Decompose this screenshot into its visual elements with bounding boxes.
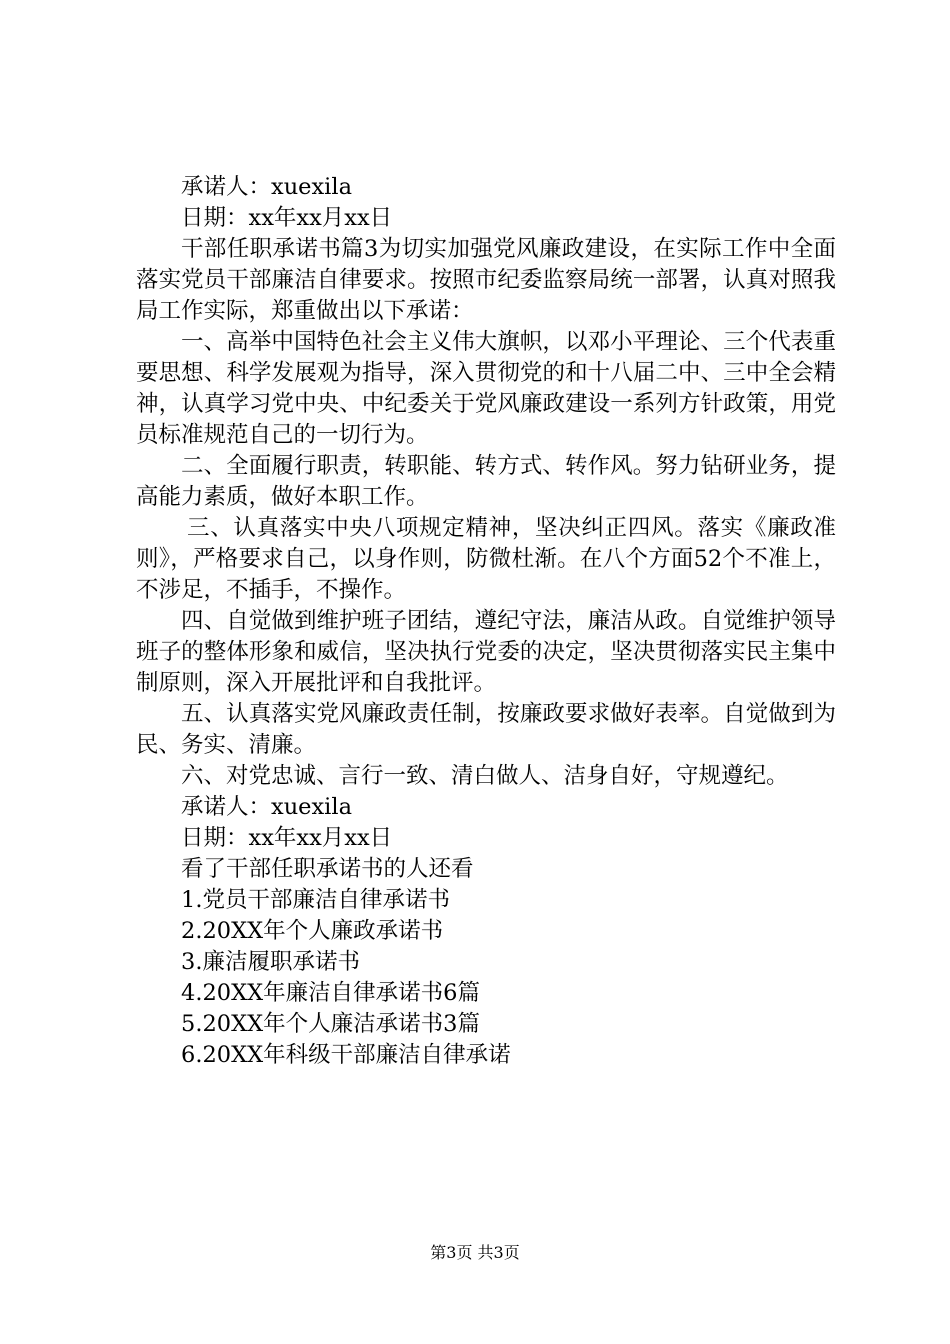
commitment-5: 五、认真落实党风廉政责任制，按廉政要求做好表率。自觉做到为民、务实、清廉。	[136, 701, 836, 758]
commitment-4: 四、自觉做到维护班子团结，遵纪守法，廉洁从政。自觉维护领导班子的整体形象和威信，坚决执行党委的决定，坚决贯彻落实民主集中制原则，深入开展批评和自我批评。	[136, 608, 836, 696]
related-heading: 看了干部任职承诺书的人还看	[181, 856, 474, 882]
related-link-2[interactable]: 2.20XX年个人廉政承诺书	[181, 918, 444, 944]
commitment-2: 二、全面履行职责，转职能、转方式、转作风。努力钻研业务，提高能力素质，做好本职工作。	[136, 453, 836, 510]
page-footer: 第3页 共3页	[430, 1243, 520, 1262]
date-line: 日期：xx年xx月xx日	[181, 825, 393, 851]
signer-line: 承诺人：xuexila	[181, 794, 352, 820]
date-line: 日期：xx年xx月xx日	[181, 205, 393, 231]
document-body	[136, 172, 836, 1071]
related-link-1[interactable]: 1.党员干部廉洁自律承诺书	[181, 887, 450, 913]
commitment-1: 一、高举中国特色社会主义伟大旗帜，以邓小平理论、三个代表重要思想、科学发展观为指导，深入贯彻党的和十八届二中、三中全会精神，认真学习党中央、中纪委关于党风廉政建设一系列方针政策，用党员标准规范自己的一切行为。	[136, 329, 836, 448]
commitment-3: 三、认真落实中央八项规定精神，坚决纠正四风。落实《廉政准则》，严格要求自己，以身作则，防微杜渐。在八个方面52个不准上，不涉足，不插手，不操作。	[136, 515, 836, 603]
commitment-6: 六、对党忠诚、言行一致、清白做人、洁身自好，守规遵纪。	[181, 763, 789, 789]
intro-paragraph: 干部任职承诺书篇3为切实加强党风廉政建设，在实际工作中全面落实党员干部廉洁自律要求。按照市纪委监察局统一部署，认真对照我局工作实际，郑重做出以下承诺：	[136, 236, 836, 324]
related-link-5[interactable]: 5.20XX年个人廉洁承诺书3篇	[181, 1011, 480, 1037]
related-link-6[interactable]: 6.20XX年科级干部廉洁自律承诺	[181, 1042, 511, 1068]
signer-line: 承诺人：xuexila	[181, 174, 352, 200]
related-link-3[interactable]: 3.廉洁履职承诺书	[181, 949, 360, 975]
related-link-4[interactable]: 4.20XX年廉洁自律承诺书6篇	[181, 980, 480, 1006]
